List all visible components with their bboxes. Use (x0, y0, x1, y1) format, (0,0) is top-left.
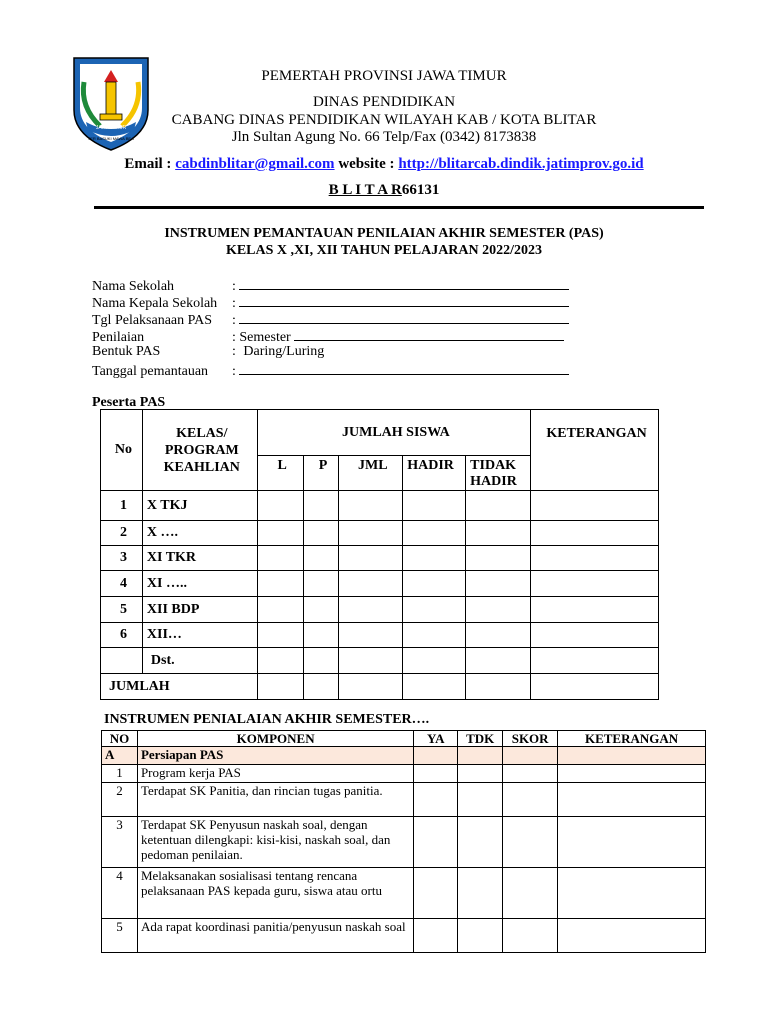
semester-field[interactable] (294, 327, 564, 341)
principal-name-field[interactable] (239, 293, 569, 307)
form-label: Bentuk PAS (92, 344, 161, 359)
header-branch: CABANG DINAS PENDIDIKAN WILAYAH KAB / KOTA BLITAR (171, 112, 597, 128)
table-row: 5 XII BDP (101, 597, 659, 623)
city-name: B L I T A R (328, 182, 402, 198)
table-row: 1 X TKJ (101, 491, 659, 521)
email-label: Email : (124, 156, 176, 172)
form-row-date: Tgl Pelaksanaan PAS : (92, 310, 569, 329)
form-label: Tanggal pemantauan (92, 364, 209, 379)
form-label: Nama Kepala Sekolah (92, 296, 218, 311)
table-row: 6 XII… (101, 623, 659, 648)
instrumen-heading: INSTRUMEN PENIALAIAN AKHIR SEMESTER…. (104, 712, 430, 727)
col-header-ya: YA (414, 731, 458, 747)
col-header-skor: SKOR (503, 731, 558, 747)
assessment-value: Semester (239, 330, 291, 345)
logo-ribbon-text: JAWA TIMUR (95, 125, 127, 131)
subcol-hadir: HADIR (403, 456, 466, 491)
section-label: Persiapan PAS (137, 747, 413, 765)
subcol-jml: JML (339, 456, 403, 491)
table-row: 3 XI TKR (101, 546, 659, 571)
instrumen-table (101, 730, 706, 953)
col-header-keterangan: KETERANGAN (558, 731, 706, 747)
col-header-no: NO (102, 731, 138, 747)
section-row: A Persiapan PAS (102, 747, 706, 765)
email-link[interactable]: cabdinblitar@gmail.com (175, 156, 335, 172)
header-contact (0, 156, 768, 173)
col-header-kelas: KELAS/ PROGRAM KEAHLIAN (142, 410, 257, 491)
table-row: 4 XI ….. (101, 571, 659, 597)
form-label: Nama Sekolah (92, 279, 175, 294)
form-label: Tgl Pelaksanaan PAS (92, 313, 213, 328)
header-city (0, 182, 768, 199)
table-row: 5 Ada rapat koordinasi panitia/penyusun naskah soal (102, 919, 706, 953)
form-row-monitoring-date: Tanggal pemantauan : (92, 361, 569, 380)
table-row: 1 Program kerja PAS (102, 765, 706, 783)
col-header-tdk: TDK (458, 731, 503, 747)
table-row: Dst. (101, 648, 659, 674)
subcol-p: P (303, 456, 339, 491)
col-header-jumlah-siswa: JUMLAH SISWA (257, 410, 530, 456)
header-divider (94, 206, 704, 209)
peserta-heading: Peserta PAS (92, 395, 166, 410)
format-value: Daring/Luring (243, 344, 325, 359)
header-address: Jln Sultan Agung No. 66 Telp/Fax (0342) 8173838 (231, 129, 537, 145)
school-name-field[interactable] (239, 276, 569, 290)
doc-title-line1: INSTRUMEN PEMANTAUAN PENILAIAN AKHIR SEMESTER (PAS) (164, 226, 604, 241)
header-agency: DINAS PENDIDIKAN (312, 94, 456, 110)
doc-title-line2: KELAS X ,XI, XII TAHUN PELAJARAN 2022/2023 (225, 243, 543, 258)
table-row: 2 Terdapat SK Panitia, dan rincian tugas panitia. (102, 783, 706, 817)
form-label: Penilaian (92, 330, 145, 345)
total-row (101, 674, 659, 700)
pas-date-field[interactable] (239, 310, 569, 324)
website-label: website : (334, 156, 399, 172)
website-link[interactable]: http://blitarcab.dindik.jatimprov.go.id (398, 156, 644, 172)
table-row: 2 X …. (101, 521, 659, 546)
header-government: PEMERTAH PROVINSI JAWA TIMUR (261, 68, 507, 84)
form-row-principal: Nama Kepala Sekolah : (92, 293, 569, 312)
peserta-table (100, 409, 659, 700)
col-header-no: No (101, 410, 143, 491)
col-header-komponen: KOMPONEN (137, 731, 413, 747)
subcol-tidak-hadir: TIDAK HADIR (466, 456, 531, 491)
form-row-assessment: Penilaian : Semester (92, 327, 564, 346)
form-row-format: Bentuk PAS : Daring/Luring (92, 344, 325, 359)
form-row-school: Nama Sekolah : (92, 276, 569, 295)
logo-motto-text: JER BASUKI MAWA BEA (88, 136, 134, 141)
col-header-keterangan: KETERANGAN (531, 410, 659, 491)
table-row: 3 Terdapat SK Penyusun naskah soal, dengan ketentuan dilengkapi: kisi-kisi, naskah soal, dan pedoman penilaian. (102, 817, 706, 868)
subcol-l: L (257, 456, 303, 491)
table-row: 4 Melaksanakan sosialisasi tentang rencana pelaksanaan PAS kepada guru, siswa atau ortu (102, 868, 706, 919)
postcode: 66131 (401, 182, 440, 198)
monitoring-date-field[interactable] (239, 361, 569, 375)
total-label: JUMLAH (101, 674, 258, 700)
